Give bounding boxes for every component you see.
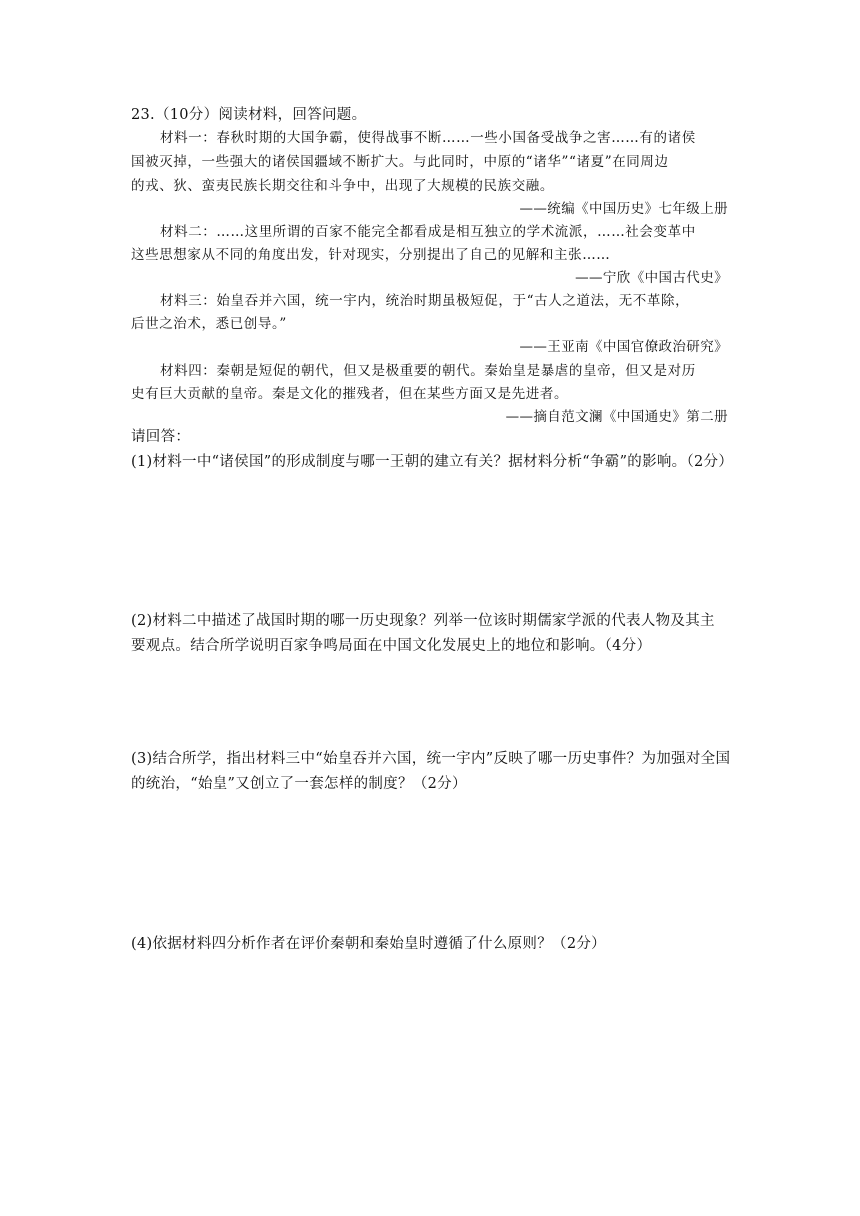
material-3-line-2: 后世之治术，悉已创导。” xyxy=(131,316,287,332)
sub-question-2-line-1: (2)材料二中描述了战国时期的哪一历史现象？列举一位该时期儒家学派的代表人物及其主 xyxy=(131,613,715,629)
material-2-line-1: 材料二：……这里所谓的百家不能完全都看成是相互独立的学术流派，……社会变革中 xyxy=(160,224,696,240)
material-1-line-3: 的戎、狄、蛮夷民族长期交往和斗争中，出现了大规模的民族交融。 xyxy=(131,178,554,194)
material-3-source: ——王亚南《中国官僚政治研究》 xyxy=(519,339,728,355)
material-4-line-1: 材料四：秦朝是短促的朝代，但又是极重要的朝代。秦始皇是暴虐的皇帝，但又是对历 xyxy=(160,363,696,379)
material-1-line-1: 材料一：春秋时期的大国争霸，使得战事不断……一些小国备受战争之害……有的诸侯 xyxy=(160,130,696,146)
material-2-line-2: 这些思想家从不同的角度出发，针对现实，分别提出了自己的见解和主张…… xyxy=(131,247,611,263)
material-4-line-2: 史有巨大贡献的皇帝。秦是文化的摧残者，但在某些方面又是先进者。 xyxy=(131,386,569,402)
sub-question-2-line-2: 要观点。结合所学说明百家争鸣局面在中国文化发展史上的地位和影响。（4分） xyxy=(131,638,652,654)
question-header: 23.（10分）阅读材料，回答问题。 xyxy=(131,107,367,123)
sub-question-3-line-1: (3)结合所学，指出材料三中“始皇吞并六国，统一宇内”反映了哪一历史事件？为加强对全国 xyxy=(131,751,731,767)
answer-prompt: 请回答： xyxy=(131,429,191,445)
sub-question-3-line-2: 的统治，“始皇”又创立了一套怎样的制度？（2分） xyxy=(131,776,467,792)
material-4-source: ——摘自范文澜《中国通史》第二册 xyxy=(505,409,728,425)
material-3-line-1: 材料三：始皇吞并六国，统一宇内，统治时期虽极短促，于“古人之道法，无不革除， xyxy=(160,293,690,309)
sub-question-1: (1)材料一中“诸侯国”的形成制度与哪一王朝的建立有关？据材料分析“争霸”的影响。（2分） xyxy=(131,454,734,470)
sub-question-4: (4)依据材料四分析作者在评价秦朝和秦始皇时遵循了什么原则？（2分） xyxy=(131,936,606,952)
material-1-line-2: 国被灭掉，一些强大的诸侯国疆域不断扩大。与此同时，中原的“诸华”“诸夏”在同周边 xyxy=(131,154,669,170)
material-2-source: ——宁欣《中国古代史》 xyxy=(575,270,728,286)
material-1-source: ——统编《中国历史》七年级上册 xyxy=(519,201,728,217)
